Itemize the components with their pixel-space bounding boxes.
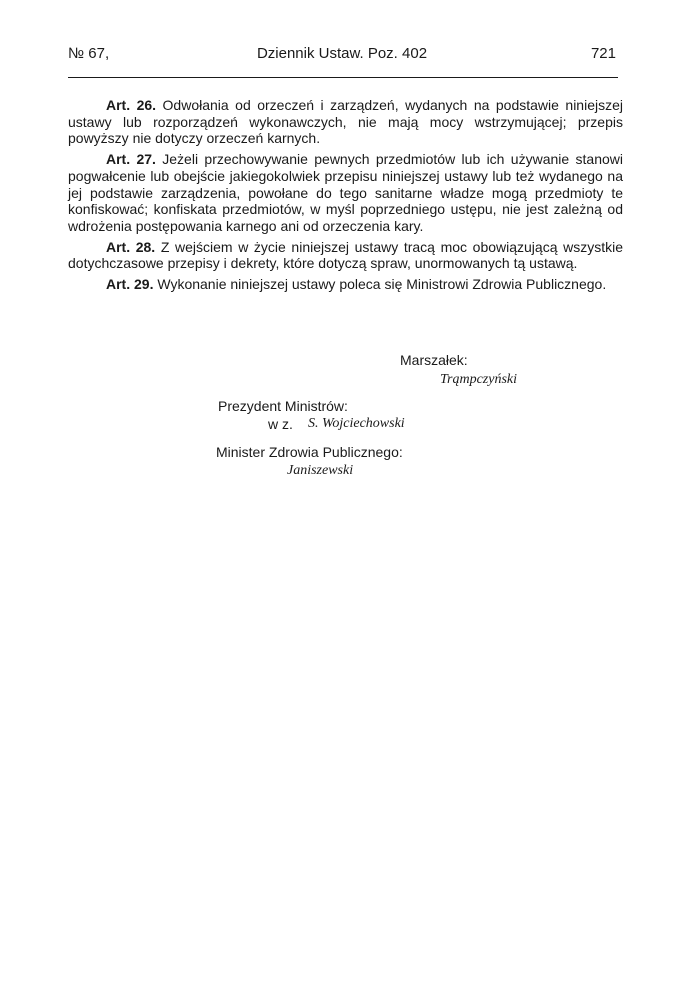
marshal-title: Marszałek: [400, 352, 468, 368]
article-27 [68, 151, 623, 235]
articles-body [68, 97, 623, 297]
article-text: Z wejściem w życie niniejszej ustawy tracą moc obowiązującą wszystkie dotychczasowe przepisy i dekrety, które dotyczą spraw, unormowanych tą ustawą. [68, 238, 624, 272]
page-number: 721 [590, 45, 616, 62]
article-text: Jeżeli przechowywanie pewnych przedmiotów lub ich używanie stanowi pogwałcenie lub obejście jakiegokolwiek przepisu niniejszej ustawy lub też wydanego na jej podstawie zarządzenia, powołane do tego sanitarne władze mogą przedmioty te konfiskować; konfiskata przedmiotów, w myśl poprzedniego ustępu, nie jest zależną od wdrożenia postępowania karnego ani od orzeczenia kary. [68, 151, 623, 234]
article-label: Art. 28. [106, 238, 156, 255]
issue-number: № 67, [68, 45, 110, 62]
president-title: Prezydent Ministrów: [218, 398, 348, 414]
minister-title: Minister Zdrowia Publicznego: [216, 444, 403, 460]
president-deputy-prefix: w z. [268, 416, 293, 432]
article-label: Art. 26. [106, 97, 157, 113]
president-name: S. Wojciechowski [308, 416, 405, 431]
minister-name: Janiszewski [287, 463, 354, 478]
article-28 [68, 239, 623, 272]
article-29 [68, 276, 623, 293]
page-header [68, 45, 616, 71]
article-text: Wykonanie niniejszej ustawy poleca się Ministrowi Zdrowia Publicznego. [157, 276, 607, 293]
article-label: Art. 29. [106, 276, 154, 293]
marshal-name: Trąmpczyński [440, 372, 517, 387]
article-label: Art. 27. [106, 151, 156, 168]
article-text: Odwołania od orzeczeń i zarządzeń, wydanych na podstawie niniejszej ustawy lub rozporządzeń wykonawczych, nie mają mocy wstrzymującej; przepis powyższy nie dotyczy orzeczeń karnych. [68, 97, 623, 147]
article-26 [68, 97, 623, 147]
journal-title: Dziennik Ustaw. Poz. 402 [256, 45, 428, 62]
header-rule [68, 77, 618, 78]
